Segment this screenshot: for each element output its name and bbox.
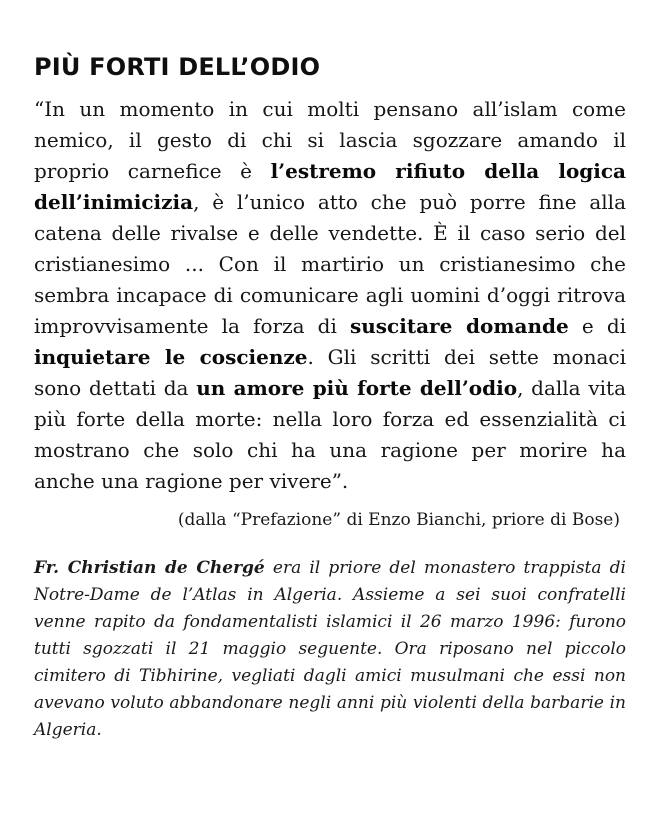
quote-emphasis-segment: un amore più forte dell’odio <box>196 376 518 400</box>
quote-paragraph <box>34 94 626 497</box>
quote-emphasis-segment: suscitare domande <box>350 314 569 338</box>
quote-text-segment: , dalla vita più forte della morte: nella loro forza ed essenzialità ci mostrano che solo chi ha una ragione per morire ha anche una ragione per vivere”. <box>34 376 626 493</box>
quote-text-segment: “In un momento in cui molti pensano all’islam come nemico, il gesto di chi si lascia sgozzare amando il proprio carnefice è <box>34 97 626 183</box>
quote-text-segment: e di <box>568 314 627 338</box>
quote-attribution: (dalla “Prefazione” di Enzo Bianchi, priore di Bose) <box>177 510 620 530</box>
bio-text: era il priore del monastero trappista di Notre-Dame de l’Atlas in Algeria. Assieme a sei suoi confratelli venne rapito da fondamentalisti islamici il 26 marzo 1996: furono tutti sgozzati il 21 maggio seguente. Ora riposano nel piccolo cimitero di Tibhirine, vegliati dagli amici musulmani che essi non avevano voluto abbandonare negli anni più violenti della barbarie in Algeria. <box>34 558 626 740</box>
page-title: PIÙ FORTI DELL’ODIO <box>34 53 321 81</box>
quote-text-segment: , è l’unico atto che può porre fine alla catena delle rivalse e delle vendette. È il caso serio del cristianesimo ... Con il martirio un cristianesimo che sembra incapace di comunicare agli uomini d’oggi ritrova improvvisamente la forza di <box>34 190 626 338</box>
bio-paragraph <box>34 555 626 744</box>
quote-emphasis-segment: l’estremo rifiuto della logica dell’inimicizia <box>34 159 626 214</box>
bio-name: Fr. Christian de Chergé <box>34 558 265 578</box>
quote-emphasis-segment: inquietare le coscienze <box>34 345 308 369</box>
quote-text-segment: . Gli scritti dei sette monaci sono dettati da <box>34 345 627 400</box>
